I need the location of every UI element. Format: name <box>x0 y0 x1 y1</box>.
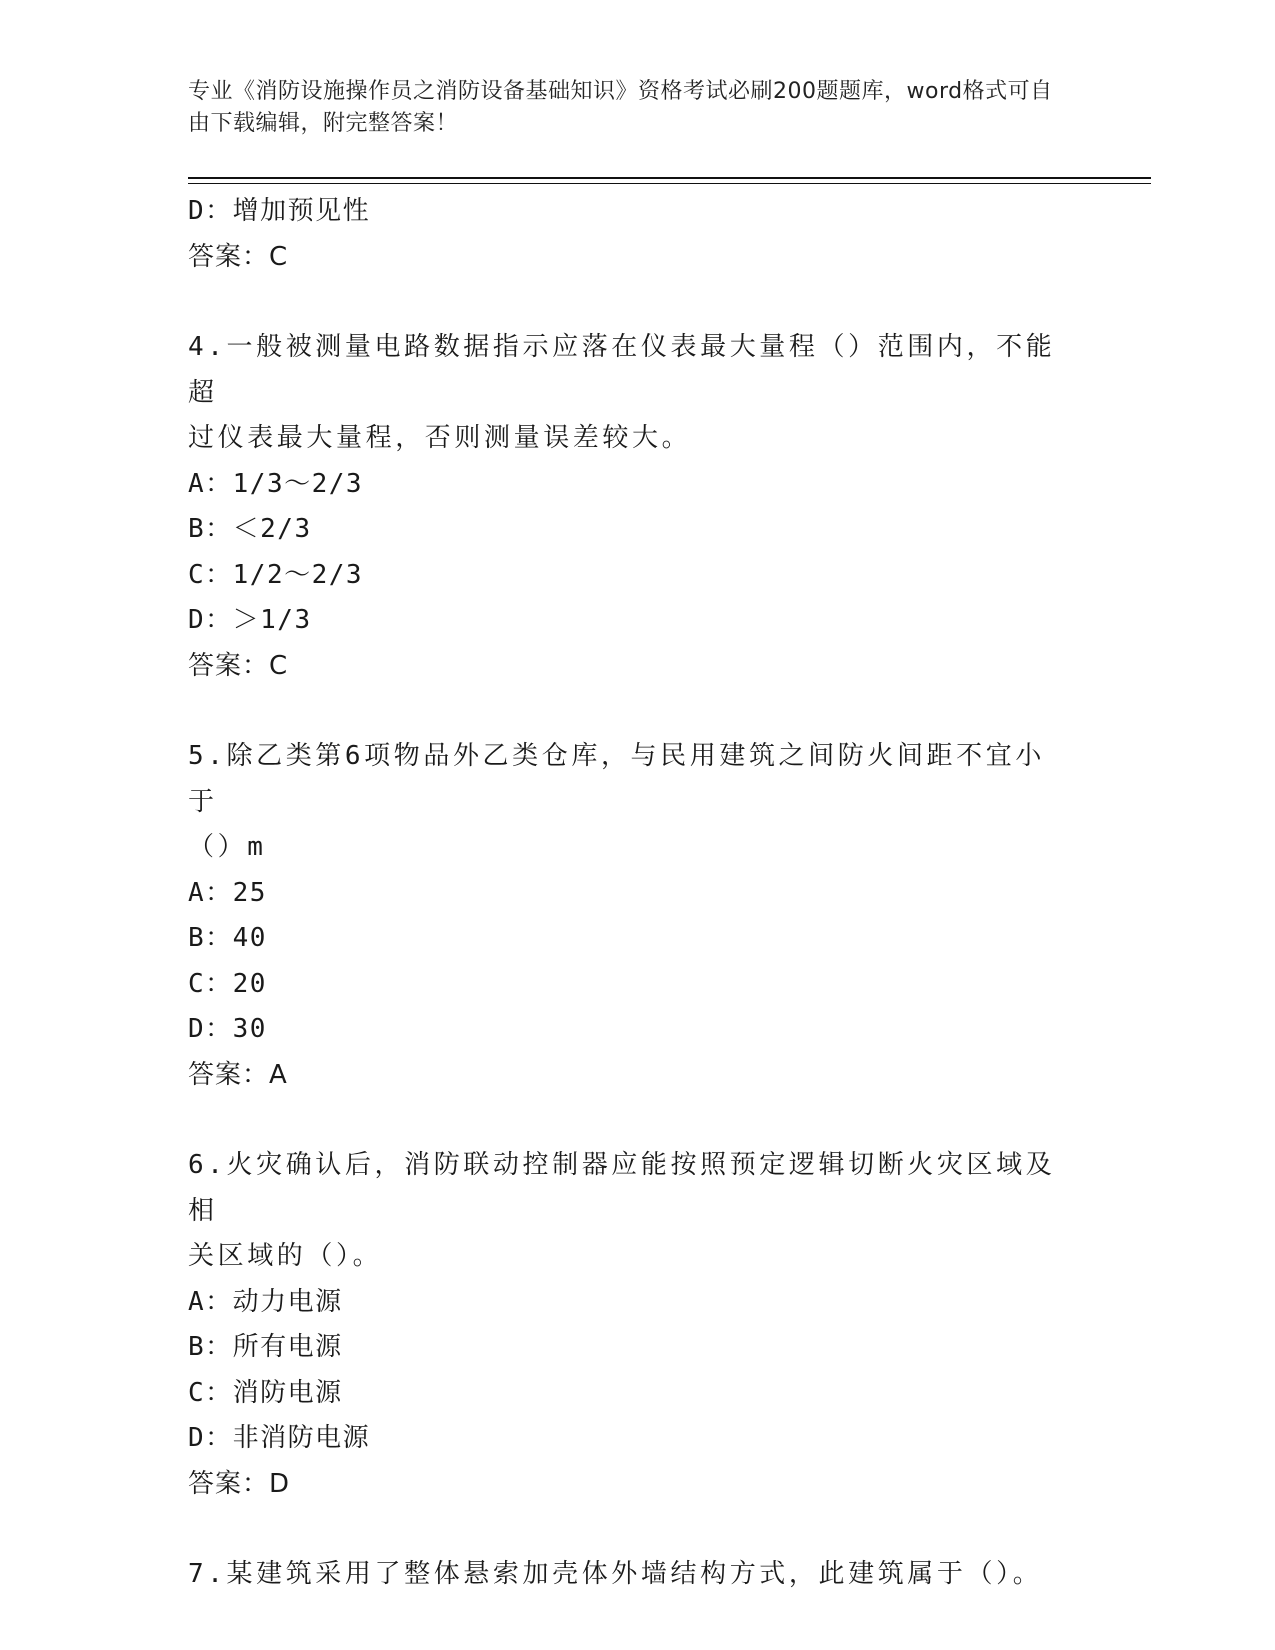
spacer <box>188 689 1068 734</box>
option-c: C：20 <box>188 968 267 999</box>
option-b: B：＜2/3 <box>188 514 312 544</box>
option-c: C：1/2～2/3 <box>188 559 364 590</box>
question-content <box>188 189 1068 1598</box>
question-7 <box>188 1552 1068 1598</box>
question-text-line-1: 6.火灾确认后，消防联动控制器应能按照预定逻辑切断火灾区域及相 <box>188 1150 1056 1226</box>
document-header <box>188 76 1068 140</box>
spacer <box>188 1507 1068 1552</box>
option-d: D：＞1/3 <box>188 605 312 635</box>
header-title: 专业《消防设施操作员之消防设备基础知识》资格考试必刷200题题库，word格式可自由下载编辑，附完整答案！ <box>188 79 1053 136</box>
header-rule-thin <box>188 183 1151 184</box>
option-a: A：25 <box>188 877 267 908</box>
option-d: D：非消防电源 <box>188 1423 371 1453</box>
question-text-line-2: （）m <box>188 832 267 862</box>
answer-line: 答案：C <box>188 650 289 681</box>
previous-question-tail <box>188 189 1068 280</box>
option-b: B：所有电源 <box>188 1332 343 1362</box>
answer-line: 答案：C <box>188 241 289 272</box>
question-text-line-2: 过仪表最大量程，否则测量误差较大。 <box>188 423 692 453</box>
option-c: C：消防电源 <box>188 1377 343 1408</box>
answer-line: 答案：A <box>188 1059 288 1090</box>
spacer <box>188 1098 1068 1143</box>
question-4 <box>188 325 1068 689</box>
option-b: B：40 <box>188 923 267 953</box>
question-text-line-1: 4.一般被测量电路数据指示应落在仪表最大量程（）范围内，不能超 <box>188 332 1056 408</box>
option-a: A：动力电源 <box>188 1286 343 1317</box>
question-text-line-1: 5.除乙类第6项物品外乙类仓库，与民用建筑之间防火间距不宜小于 <box>188 741 1045 817</box>
question-6 <box>188 1143 1068 1507</box>
answer-line: 答案：D <box>188 1468 291 1499</box>
question-text-line-1: 7.某建筑采用了整体悬索加壳体外墙结构方式，此建筑属于（）。 <box>188 1559 1043 1589</box>
option-a: A：1/3～2/3 <box>188 468 364 499</box>
question-5 <box>188 734 1068 1098</box>
option-d: D：30 <box>188 1014 267 1044</box>
spacer <box>188 280 1068 325</box>
option-d: D：增加预见性 <box>188 196 371 226</box>
question-text-line-2: 关区域的（）。 <box>188 1241 383 1271</box>
header-rule-thick <box>188 177 1151 179</box>
